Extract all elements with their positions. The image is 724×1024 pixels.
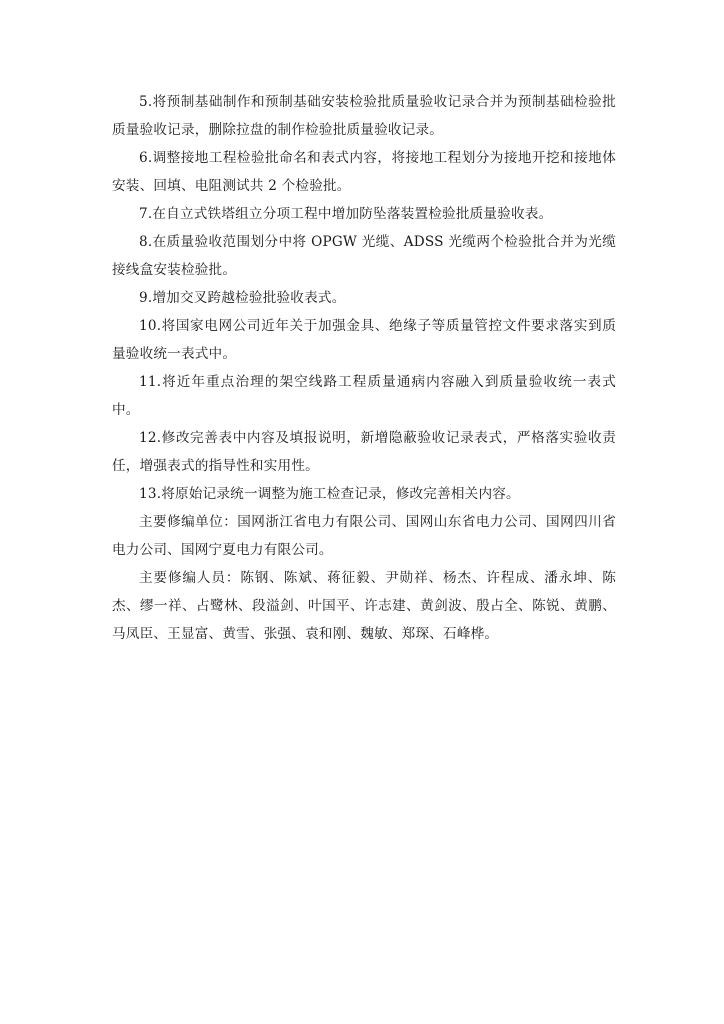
paragraph-item-8: 8.在质量验收范围划分中将 OPGW 光缆、ADSS 光缆两个检验批合并为光缆接线盒安装检验批。 (112, 234, 616, 278)
paragraph-item-9: 9.增加交叉跨越检验批验收表式。 (139, 290, 346, 306)
paragraph-item-6: 6.调整接地工程检验批命名和表式内容，将接地工程划分为接地开挖和接地体安装、回填、电阻测试共 2 个检验批。 (112, 150, 616, 194)
main-editing-units: 主要修编单位：国网浙江省电力有限公司、国网山东省电力公司、国网四川省电力公司、国网宁夏电力有限公司。 (112, 514, 616, 558)
paragraph-item-5: 5.将预制基础制作和预制基础安装检验批质量验收记录合并为预制基础检验批质量验收记录，删除拉盘的制作检验批质量验收记录。 (112, 94, 616, 138)
paragraph-item-13: 13.将原始记录统一调整为施工检查记录，修改完善相关内容。 (139, 486, 520, 502)
document-body (112, 88, 616, 648)
paragraph-item-12: 12.修改完善表中内容及填报说明，新增隐蔽验收记录表式，严格落实验收责任，增强表式的指导性和实用性。 (112, 430, 616, 474)
main-editing-staff: 主要修编人员：陈钢、陈斌、蒋征毅、尹勋祥、杨杰、许程成、潘永坤、陈杰、缪一祥、占鹭林、段溢剑、叶国平、许志建、黄剑波、殷占全、陈锐、黄鹏、马凤臣、王显富、黄雪、张强、袁和刚、魏敏、郑琛、石峰桦。 (112, 570, 616, 642)
paragraph-item-11: 11.将近年重点治理的架空线路工程质量通病内容融入到质量验收统一表式中。 (112, 374, 616, 418)
paragraph-item-10: 10.将国家电网公司近年关于加强金具、绝缘子等质量管控文件要求落实到质量验收统一表式中。 (112, 318, 616, 362)
paragraph-item-7: 7.在自立式铁塔组立分项工程中增加防坠落装置检验批质量验收表。 (139, 206, 553, 222)
